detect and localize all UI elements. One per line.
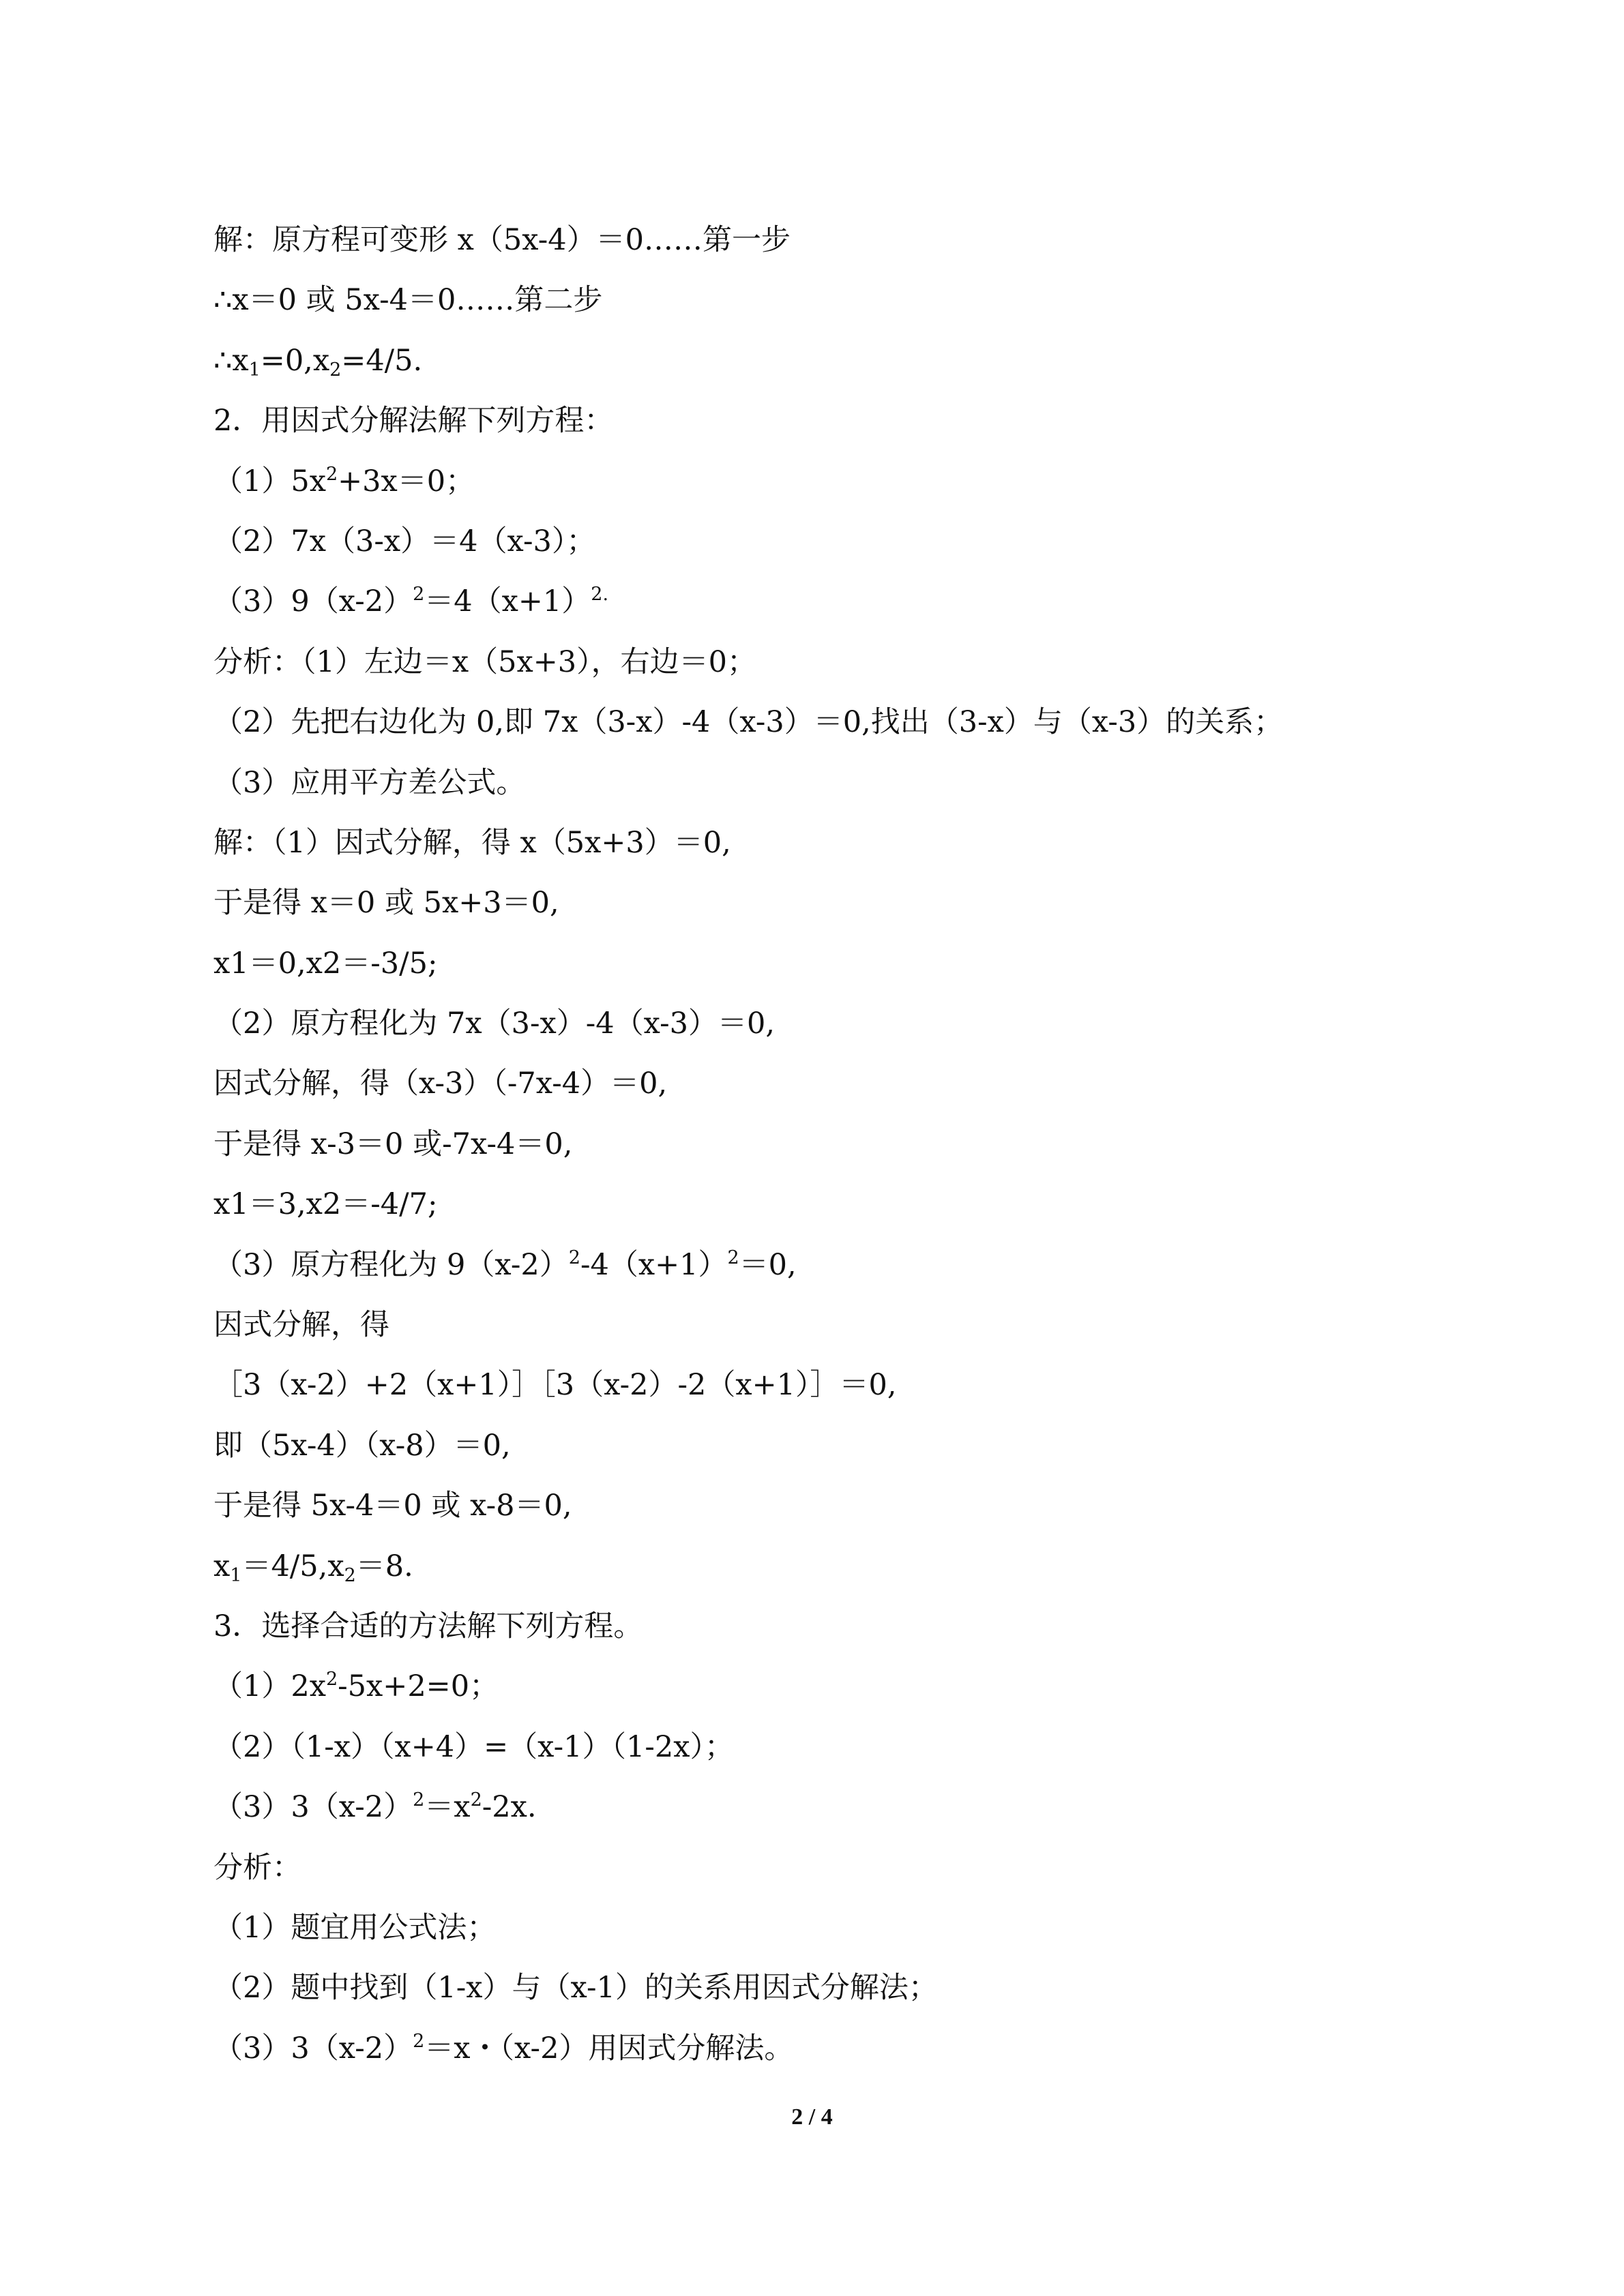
text-line	[213, 1536, 1441, 1596]
page-number: 2 / 4	[791, 2104, 833, 2130]
text-line	[213, 1958, 1441, 2018]
superscript: 2	[568, 1247, 580, 1268]
text-segment: ＝4（x+1）	[424, 584, 591, 619]
text-line	[213, 210, 1441, 270]
text-line	[213, 511, 1441, 571]
text-line	[213, 994, 1441, 1054]
text-segment: （3）3（x-2）	[213, 2031, 413, 2066]
superscript: 2.	[591, 584, 609, 606]
subscript: 1	[248, 359, 261, 381]
text-segment: 于是得 5x-4＝0 或 x-8＝0,	[213, 1489, 572, 1523]
text-line	[213, 632, 1441, 692]
text-segment: 3．选择合适的方法解下列方程。	[213, 1609, 643, 1643]
text-segment: -5x+2=0；	[338, 1669, 499, 1704]
text-segment: （2）7x（3-x）＝4（x-3）；	[213, 524, 596, 558]
text-segment: 分析：（1）左边＝x（5x+3），右边＝0；	[213, 644, 756, 679]
text-line	[213, 1416, 1441, 1476]
text-segment: （1）5x	[213, 464, 326, 498]
superscript: 2	[413, 1789, 425, 1811]
subscript: 2	[329, 359, 342, 381]
text-segment: 于是得 x-3＝0 或-7x-4＝0,	[213, 1127, 573, 1161]
text-segment: =4/5.	[341, 343, 423, 378]
superscript: 2	[325, 463, 338, 485]
text-segment: ＝x・（x-2）用因式分解法。	[424, 2031, 794, 2066]
text-line	[213, 1656, 1441, 1716]
text-line	[213, 1717, 1441, 1777]
text-segment: （2）原方程化为 7x（3-x）-4（x-3）＝0,	[213, 1007, 776, 1041]
text-segment: 分析：	[213, 1850, 301, 1885]
superscript: 2	[413, 2030, 425, 2052]
text-segment: 因式分解，得（x-3）（-7x-4）＝0,	[213, 1067, 668, 1101]
text-segment: ［3（x-2）+2（x+1）］［3（x-2）-2（x+1）］＝0,	[213, 1368, 897, 1403]
text-segment: （1）题宜用公式法；	[213, 1910, 497, 1945]
text-line	[213, 451, 1441, 511]
text-line	[213, 1777, 1441, 1837]
text-line	[213, 692, 1441, 752]
text-segment: ∴x	[213, 343, 249, 378]
text-segment: ＝x	[424, 1790, 471, 1825]
text-line	[213, 873, 1441, 933]
text-line	[213, 1174, 1441, 1234]
text-segment: 因式分解，得	[213, 1308, 389, 1343]
text-line	[213, 270, 1441, 330]
text-segment: 解：（1）因式分解，得 x（5x+3）＝0,	[213, 825, 731, 860]
text-line	[213, 1295, 1441, 1355]
text-segment: （2）题中找到（1-x）与（x-1）的关系用因式分解法；	[213, 1971, 938, 2006]
text-line	[213, 1114, 1441, 1174]
text-segment: （1）2x	[213, 1669, 326, 1704]
subscript: 1	[230, 1564, 242, 1586]
text-segment: （3）应用平方差公式。	[213, 765, 526, 800]
text-line	[213, 391, 1441, 451]
text-segment: +3x＝0；	[338, 464, 475, 498]
text-segment: x	[213, 1549, 231, 1583]
text-segment: 于是得 x＝0 或 5x+3＝0,	[213, 886, 559, 921]
superscript: 2	[727, 1247, 739, 1268]
text-segment: x1＝0,x2＝-3/5;	[213, 946, 438, 981]
text-segment: -4（x+1）	[580, 1247, 728, 1282]
text-segment: 解：原方程可变形 x（5x-4）＝0……第一步	[213, 223, 791, 257]
text-segment: ∴x＝0 或 5x-4＝0……第二步	[213, 283, 603, 318]
text-line	[213, 2018, 1441, 2078]
text-segment: （2）先把右边化为 0,即 7x（3-x）-4（x-3）＝0,找出（3-x）与（x-3）的关系；	[213, 705, 1284, 740]
text-line	[213, 571, 1441, 631]
text-segment: ＝8.	[355, 1549, 413, 1583]
text-line	[213, 1596, 1441, 1656]
text-line	[213, 1235, 1441, 1295]
text-segment: （3）9（x-2）	[213, 584, 413, 619]
text-line	[213, 1898, 1441, 1958]
subscript: 2	[344, 1564, 356, 1586]
text-segment: ＝0,	[739, 1247, 797, 1282]
text-segment: （2）（1-x）（x+4）=（x-1）（1-2x）；	[213, 1729, 735, 1764]
text-line	[213, 934, 1441, 994]
text-segment: 2．用因式分解法解下列方程：	[213, 404, 614, 438]
text-segment: -2x.	[482, 1790, 537, 1825]
text-line	[213, 1476, 1441, 1536]
text-segment: ＝4/5,x	[241, 1549, 344, 1583]
text-segment: =0,x	[260, 343, 330, 378]
text-line	[213, 331, 1441, 391]
page-body	[213, 210, 1441, 2078]
text-segment: （3）3（x-2）	[213, 1790, 413, 1825]
text-line	[213, 813, 1441, 873]
text-line	[213, 1355, 1441, 1415]
text-line	[213, 1838, 1441, 1898]
superscript: 2	[413, 584, 425, 606]
text-segment: 即（5x-4）（x-8）＝0,	[213, 1428, 511, 1463]
text-line	[213, 753, 1441, 813]
superscript: 2	[470, 1789, 482, 1811]
text-segment: x1＝3,x2＝-4/7;	[213, 1187, 438, 1222]
text-segment: （3）原方程化为 9（x-2）	[213, 1247, 569, 1282]
text-line	[213, 1054, 1441, 1114]
superscript: 2	[325, 1669, 338, 1690]
